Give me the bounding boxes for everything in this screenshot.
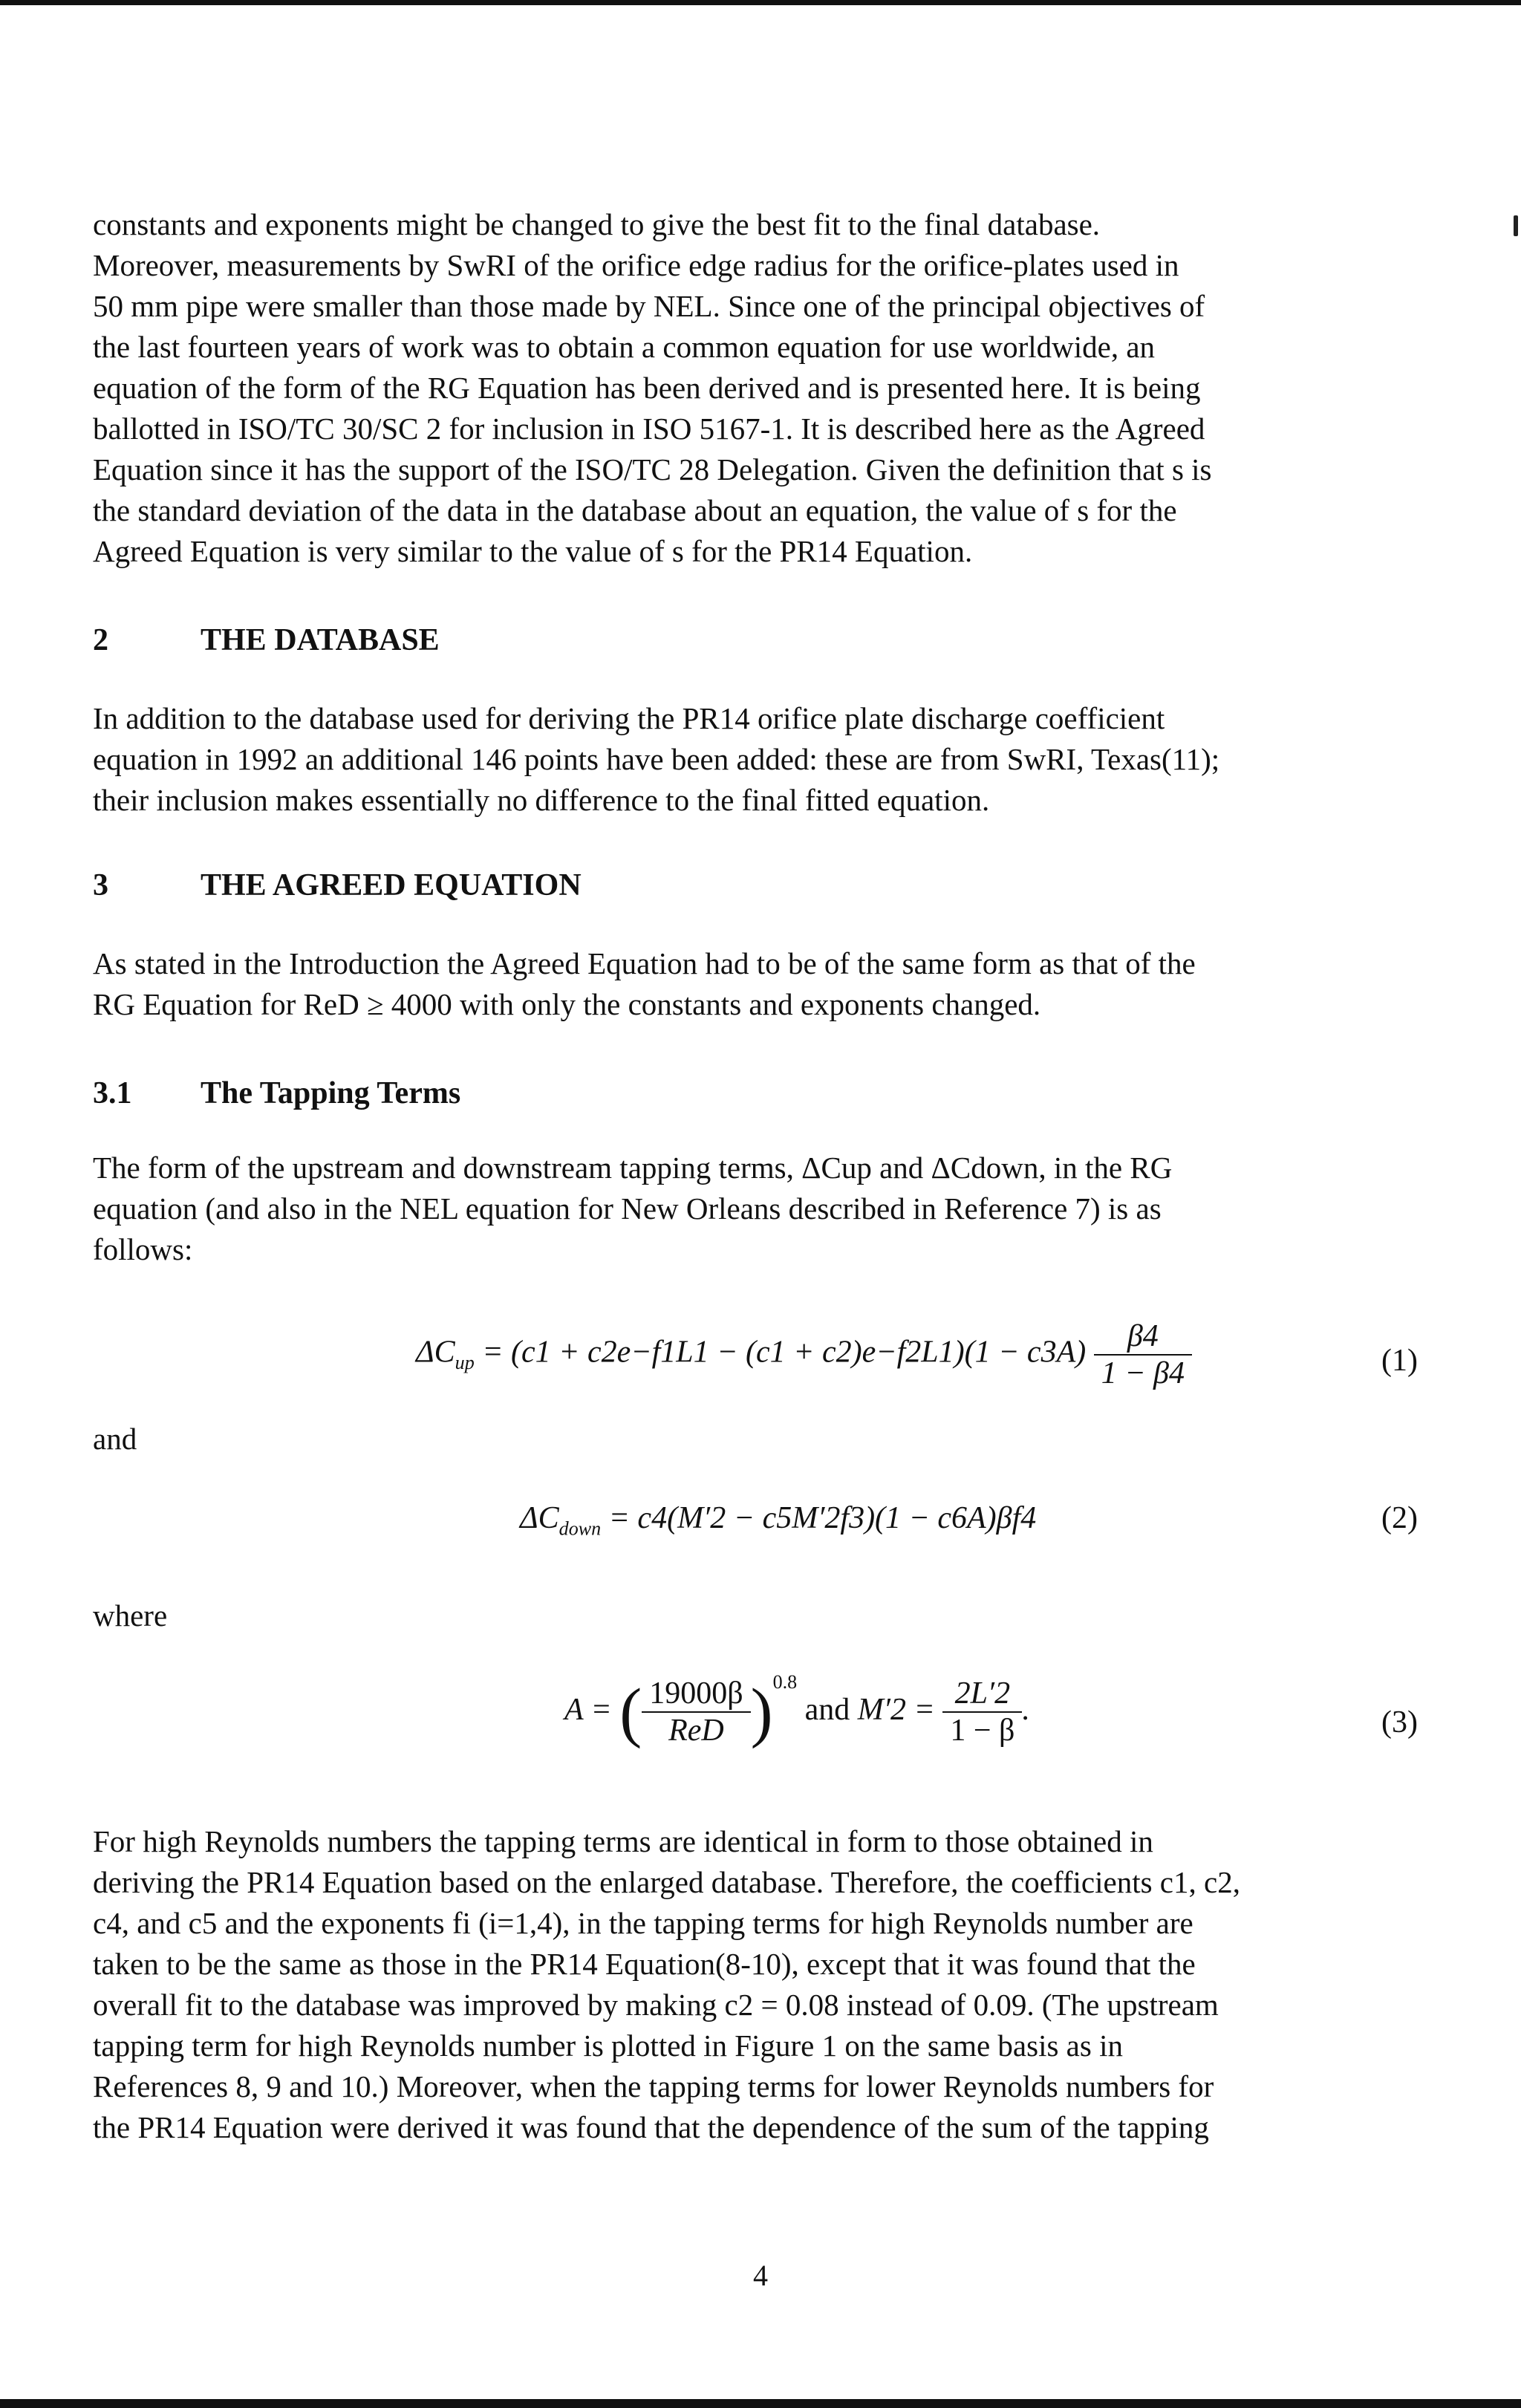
text-line: Equation since it has the support of the ISO/TC 28 Delegation. Given the definition that s is [93,452,1212,487]
section-3-heading [93,868,582,903]
eq3-frac-denominator: ReD [668,1714,724,1748]
text-line: the standard deviation of the data in the database about an equation, the value of s for the [93,493,1177,527]
section-2-heading [93,622,440,658]
section-3-1-heading [93,1076,460,1111]
section-number: 3.1 [93,1076,132,1110]
text-line: overall fit to the database was improved by making c2 = 0.08 instead of 0.09. (The upstream [93,1988,1219,2022]
text-line: For high Reynolds numbers the tapping terms are identical in form to those obtained in [93,1824,1153,1858]
eq1-lhs: ΔC [416,1335,455,1370]
section-3-1-paragraph [93,1148,1430,1270]
text-line: tapping term for high Reynolds number is plotted in Figure 1 on the same basis as in [93,2028,1123,2063]
and-label: and [93,1422,137,1456]
text-line: constants and exponents might be changed to give the best fit to the final database. [93,207,1101,241]
text-line: c4, and c5 and the exponents fi (i=1,4), in the tapping terms for high Reynolds number are [93,1906,1193,1940]
eq2-lhs-sub: down [558,1517,602,1540]
equation-3-number: (3) [1381,1705,1418,1740]
equation-2-number: (2) [1381,1501,1418,1535]
eq3-m-fraction [942,1676,1022,1748]
section-title: THE DATABASE [201,623,440,657]
where-label: where [93,1598,168,1633]
eq1-frac-denominator: 1 − β4 [1101,1356,1185,1390]
eq3-fraction [642,1676,750,1748]
eq3-and: and [804,1693,850,1727]
text-line: The form of the upstream and downstream tapping terms, ΔCup and ΔCdown, in the RG [93,1151,1173,1185]
text-line: their inclusion makes essentially no difference to the final fitted equation. [93,783,990,817]
right-paren-icon: ) [750,1675,773,1749]
text-line: ballotted in ISO/TC 30/SC 2 for inclusion in ISO 5167-1. It is described here as the Agreed [93,411,1205,446]
equation-1-number: (1) [1381,1344,1418,1378]
text-line: In addition to the database used for deriving the PR14 orifice plate discharge coefficient [93,701,1165,735]
page-number: 4 [753,2259,768,2292]
eq3-m: M′2 = [857,1693,935,1727]
eq3-frac-numerator: 19000β [642,1676,750,1713]
text-line: Moreover, measurements by SwRI of the orifice edge radius for the orifice-plates used in [93,248,1179,282]
text-line: equation in 1992 an additional 146 points have been added: these are from SwRI, Texas(11); [93,742,1220,776]
text-line: As stated in the Introduction the Agreed Equation had to be of the same form as that of the [93,946,1196,980]
scan-edge-mark [1514,215,1518,236]
text-line: References 8, 9 and 10.) Moreover, when the tapping terms for lower Reynolds numbers for [93,2069,1214,2103]
intro-paragraph [93,204,1430,572]
text-line: the last fourteen years of work was to obtain a common equation for use worldwide, an [93,330,1156,364]
eq1-rhs: = (c1 + c2e−f1L1 − (c1 + c2)e−f2L1)(1 − c3A) [482,1335,1087,1370]
eq1-lhs-sub: up [455,1352,475,1374]
eq2-rhs: = c4(M′2 − c5M′2f3)(1 − c6A)βf4 [608,1501,1037,1535]
top-border [0,0,1521,5]
section-3-paragraph [93,943,1430,1025]
text-line: equation (and also in the NEL equation for New Orleans described in Reference 7) is as [93,1191,1162,1226]
eq3-m-numerator: 2L′2 [942,1676,1022,1713]
text-line: 50 mm pipe were smaller than those made by NEL. Since one of the principal objectives of [93,289,1205,323]
equation-3: A = ( $\frac{19000\beta}{\text{ReD}}$ )$^{0.8}$ and M′2 = $\frac{2L'2}{1 - \beta}$ . [564,1671,1030,1749]
section-number: 2 [93,623,108,657]
eq3-a: A = [564,1693,612,1727]
text-line: RG Equation for ReD ≥ 4000 with only the constants and exponents changed. [93,987,1041,1021]
equation-2 [520,1500,1036,1540]
equation-1 [416,1318,1192,1391]
text-line: equation of the form of the RG Equation has been derived and is presented here. It is being [93,371,1201,405]
left-paren-icon: ( [619,1675,642,1749]
text-line: follows: [93,1232,193,1266]
text-line: Agreed Equation is very similar to the value of s for the PR14 Equation. [93,534,973,568]
eq2-lhs: ΔC [520,1501,559,1535]
eq3-m-denominator: 1 − β [950,1714,1015,1748]
text-line: taken to be the same as those in the PR14 Equation(8-10), except that it was found that the [93,1947,1196,1981]
section-2-paragraph [93,698,1430,821]
eq3-exponent: 0.8 [772,1671,798,1693]
bottom-border [0,2399,1521,2408]
text-line: deriving the PR14 Equation based on the enlarged database. Therefore, the coefficients c1, c2, [93,1865,1240,1899]
eq1-frac-numerator: β4 [1094,1318,1192,1356]
text-line: the PR14 Equation were derived it was found that the dependence of the sum of the tapping [93,2110,1209,2144]
section-title: THE AGREED EQUATION [201,868,582,902]
section-title: The Tapping Terms [201,1076,461,1110]
eq1-fraction [1094,1318,1192,1391]
section-number: 3 [93,868,108,902]
final-paragraph [93,1821,1430,2148]
